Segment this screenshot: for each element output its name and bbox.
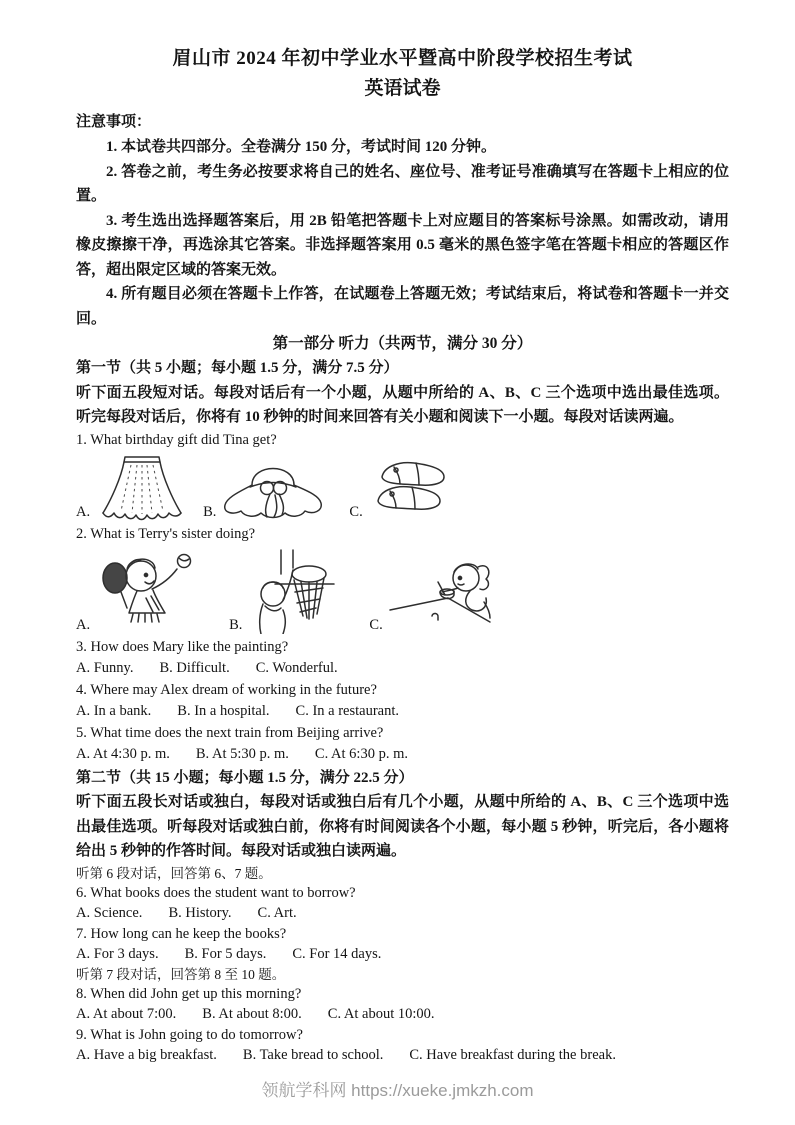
option-c: C. Art. — [257, 905, 297, 921]
picture-label-b: B. — [203, 504, 217, 520]
option-a: A. At about 7:00. — [76, 1006, 177, 1022]
option-c: C. Have breakfast during the break. — [409, 1047, 616, 1063]
option-b: B. In a hospital. — [177, 703, 270, 719]
option-b: B. At about 8:00. — [202, 1006, 302, 1022]
watermark: 领航学科网 https://xueke.jmkzh.com — [261, 1081, 534, 1100]
question-7-options — [76, 944, 729, 965]
shoes-icon — [368, 457, 452, 521]
option-c: C. At about 10:00. — [327, 1006, 435, 1022]
part1-heading: 第一部分 听力（共两节，满分 30 分） — [272, 335, 533, 352]
question-7-text: 7. How long can he keep the books? — [76, 925, 287, 942]
q2-picture-c — [369, 558, 491, 634]
q1-picture-c — [349, 457, 451, 521]
listening-hint-dialog7: 听第 7 段对话，回答第 8 至 10 题。 — [76, 966, 286, 982]
picture-label-b: B. — [229, 616, 243, 633]
question-6-text: 6. What books does the student want to borrow? — [76, 884, 356, 901]
question-3-text: 3. How does Mary like the painting? — [76, 638, 289, 655]
question-9-text: 9. What is John going to do tomorrow? — [76, 1026, 303, 1043]
question-3-options — [76, 658, 729, 680]
question-4-options — [76, 701, 729, 723]
playing-basketball-icon — [247, 548, 335, 634]
picture-label-a: A. — [76, 504, 91, 520]
option-a: A. Science. — [76, 905, 143, 921]
notice-item-3: 3. 考生选出选择题答案后，用 2B 铅笔把答题卡上对应题目的答案标号涂黑。如需改动，请用橡皮擦擦干净，再选涂其它答案。非选择题答案用 0.5 毫米的黑色签字笔在答题卡相应的答题区作答，超出限定区域的答案无效。 — [76, 212, 729, 278]
question-8-text: 8. When did John get up this morning? — [76, 985, 302, 1002]
option-b: B. At 5:30 p. m. — [195, 746, 289, 762]
listening-hint-dialog6: 听第 6 段对话，回答第 6、7 题。 — [76, 865, 272, 881]
option-b: B. For 5 days. — [184, 946, 267, 962]
question-8-options — [76, 1004, 729, 1025]
skirt-icon — [95, 453, 187, 521]
option-b: B. Difficult. — [159, 660, 230, 676]
option-a: A. Funny. — [76, 660, 134, 676]
picture-label-c: C. — [369, 616, 383, 633]
q1-picture-b — [203, 455, 325, 521]
q2-picture-a — [76, 552, 199, 634]
option-c: C. For 14 days. — [292, 946, 382, 962]
question-9-options — [76, 1045, 729, 1066]
exam-title: 眉山市 2024 年初中学业水平暨高中阶段学校招生考试 — [172, 48, 633, 69]
option-b: B. Take bread to school. — [242, 1047, 384, 1063]
question-2-pictures — [76, 548, 729, 634]
question-2-text: 2. What is Terry's sister doing? — [76, 526, 256, 542]
option-a: A. Have a big breakfast. — [76, 1047, 217, 1063]
question-4-text: 4. Where may Alex dream of working in the future? — [76, 681, 377, 698]
question-1-pictures — [76, 453, 729, 521]
section2-heading: 第二节（共 15 小题；每小题 1.5 分，满分 22.5 分） — [76, 769, 414, 786]
option-c: C. At 6:30 p. m. — [314, 746, 408, 762]
option-a: A. At 4:30 p. m. — [76, 746, 170, 762]
notice-heading: 注意事项： — [76, 114, 152, 130]
notice-item-1: 1. 本试卷共四部分。全卷满分 150 分，考试时间 120 分钟。 — [106, 139, 497, 155]
question-5-text: 5. What time does the next train from Beijing arrive? — [76, 724, 384, 741]
question-6-options — [76, 903, 729, 924]
sun-hat-icon — [221, 455, 325, 521]
section1-heading: 第一节（共 5 小题；每小题 1.5 分，满分 7.5 分） — [76, 360, 399, 376]
picture-label-a: A. — [76, 616, 91, 633]
option-c: C. Wonderful. — [255, 660, 338, 676]
notice-item-2: 2. 答卷之前，考生务必按要求将自己的姓名、座位号、准考证号准确填写在答题卡上相应的位置。 — [76, 163, 729, 204]
playing-tennis-icon — [95, 552, 199, 634]
q1-picture-a — [76, 453, 187, 521]
question-5-options — [76, 744, 729, 766]
question-1-text: 1. What birthday gift did Tina get? — [76, 431, 277, 448]
option-a: A. In a bank. — [76, 703, 152, 719]
option-c: C. In a restaurant. — [295, 703, 400, 719]
q2-picture-b — [229, 548, 335, 634]
option-b: B. History. — [168, 905, 232, 921]
painting-icon — [388, 558, 492, 634]
section1-instructions: 听下面五段短对话。每段对话后有一个小题，从题中所给的 A、B、C 三个选项中选出最佳选项。听完每段对话后，你将有 10 秒钟的时间来回答有关小题和阅读下一小题。每段对话读两遍。 — [76, 384, 729, 425]
exam-subtitle: 英语试卷 — [364, 78, 441, 99]
option-a: A. For 3 days. — [76, 946, 159, 962]
picture-label-c: C. — [349, 504, 363, 520]
notice-item-4: 4. 所有题目必须在答题卡上作答，在试题卷上答题无效；考试结束后，将试卷和答题卡一并交回。 — [76, 286, 729, 327]
section2-instructions: 听下面五段长对话或独白，每段对话或独白后有几个小题，从题中所给的 A、B、C 三个选项中选出最佳选项。听每段对话或独白前，你将有时间阅读各个小题，每小题 5 秒钟，听完后，各小题将给出 5 秒钟的作答时间。每段对话或独白读两遍。 — [76, 794, 729, 859]
